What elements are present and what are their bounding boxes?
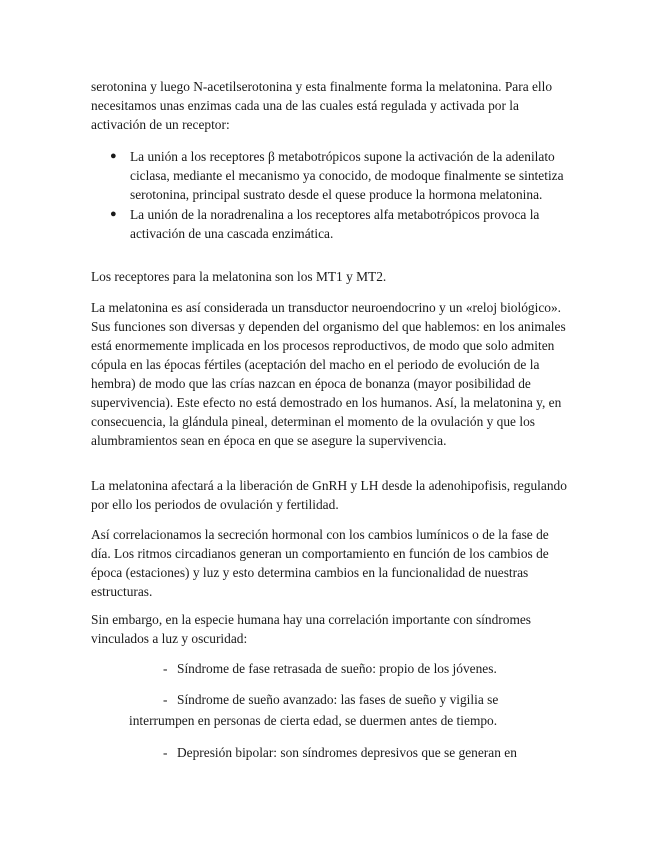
dash-marker: -: [163, 661, 168, 676]
correlation-paragraph: Así correlacionamos la secreción hormonal con los cambios lumínicos o de la fase de día. Los ritmos circadianos generan un comportamiento en función de los cambios de época (estaciones) y luz y esto determina cambios en la funcionalidad de nuestras estructuras.: [91, 527, 549, 599]
dash-marker: -: [163, 692, 168, 707]
however-paragraph: Sin embargo, en la especie humana hay una correlación importante con síndromes vinculados a luz y oscuridad:: [91, 612, 532, 646]
bullet-text: La unión de la noradrenalina a los receptores alfa metabotrópicos provoca la activación de una cascada enzimática.: [130, 207, 540, 241]
dash-marker: -: [163, 745, 168, 760]
transducer-paragraph: La melatonina es así considerada un transductor neuroendocrino y un «reloj biológico». Sus funciones son diversas y dependen del organismo del que hablemos: en los animales está enormemente implicada en los procesos reproductivos, de modo que solo admiten cópula en las épocas fértiles (aceptación del macho en el periodo de evolución de la hembra) de modo que las crías nazcan en época de bonanza (mayor posibilidad de supervivencia). Este efecto no está demostrado en los humanos. Así, la melatonina y, en consecuencia, la glándula pineal, determinan el momento de la ovulación y que los alumbramientos sean en época en que se asegure la supervivencia.: [91, 300, 566, 448]
syndrome-item: Síndrome de sueño avanzado: las fases de sueño y vigilia se: [177, 692, 499, 707]
gnrh-paragraph: La melatonina afectará a la liberación de GnRH y LH desde la adenohipofisis, regulando por ello los periodos de ovulación y fertilidad.: [91, 478, 567, 512]
syndrome-item-continuation: interrumpen en personas de cierta edad, se duermen antes de tiempo.: [129, 713, 498, 728]
syndrome-item: Depresión bipolar: son síndromes depresivos que se generan en: [177, 745, 517, 760]
syndrome-item: Síndrome de fase retrasada de sueño: propio de los jóvenes.: [177, 661, 497, 676]
intro-paragraph: serotonina y luego N-acetilserotonina y esta finalmente forma la melatonina. Para ello necesitamos unas enzimas cada una de las cuales está regulada y activada por la activación de un receptor:: [91, 79, 553, 132]
receptor-bullet-list: [91, 147, 569, 243]
list-item: [91, 205, 569, 243]
receptors-paragraph: Los receptores para la melatonina son los MT1 y MT2.: [91, 269, 387, 284]
bullet-text: La unión a los receptores β metabotrópicos supone la activación de la adenilato ciclasa, mediante el mecanismo ya conocido, de modoque finalmente se sintetiza serotonina, principal sustrato desde el quese produce la hormona melatonina.: [130, 149, 564, 202]
bullet-icon: ●: [110, 150, 117, 162]
bullet-icon: ●: [110, 208, 117, 220]
list-item: [91, 147, 569, 204]
